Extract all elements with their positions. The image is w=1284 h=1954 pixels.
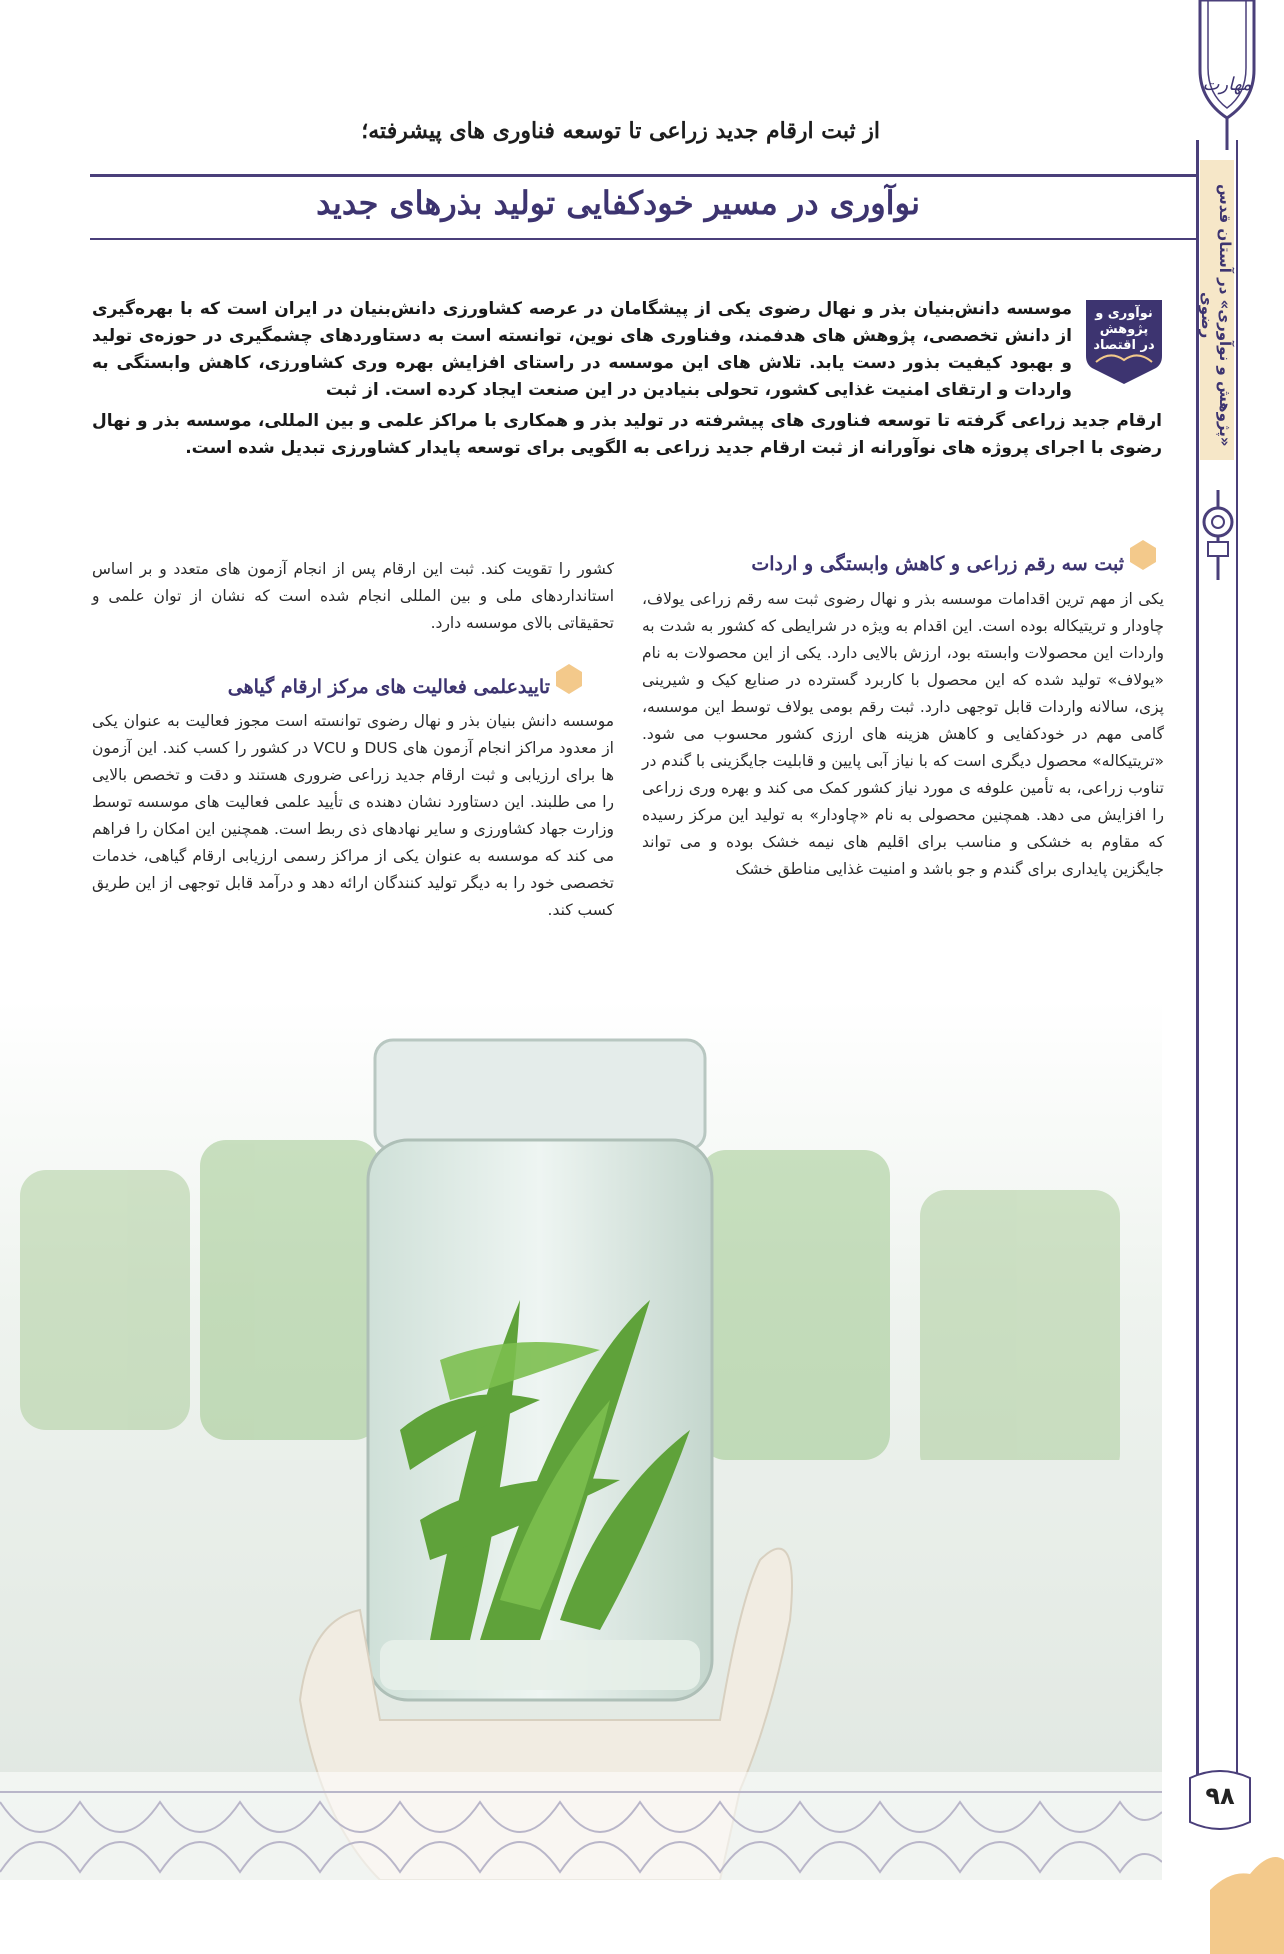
section-bullet-icon: [552, 662, 586, 696]
intro-paragraph-continued: ارقام جدید زراعی گرفته تا توسعه فناوری های پیشرفته در تولید بذر و همکاری با مراکز علمی و بین المللی، موسسه بذر و نهال رضوی با اجرای پروژه های نوآورانه از ثبت ارقام جدید زراعی به الگویی برای توسعه پایدار کشاورزی تبدیل شده است.: [92, 411, 1162, 458]
corner-ornament: [1210, 1850, 1284, 1954]
badge-label: [1082, 306, 1166, 354]
section-heading-registration: ثبت سه رقم زراعی و کاهش وابستگی و اردات: [751, 553, 1124, 575]
badge-line-3: در اقتصاد: [1093, 338, 1155, 353]
side-rule-left: [1196, 140, 1199, 1790]
badge-line-1: نوآوری و: [1095, 306, 1153, 321]
section-body-approval: موسسه دانش بنیان بذر و نهال رضوی توانسته است مجوز فعالیت به عنوان یکی از معدود مراکز انجام آزمون های DUS و VCU در کشور را کسب کند. این آزمون ها برای ارزیابی و ثبت ارقام جدید زراعی ضروری هستند و دقت و تخصص بالایی را می طلبند. این دستاورد نشان دهنده ی تأیید علمی فعالیت های موسسه توسط وزارت جهاد کشاورزی و سایر نهادهای ذی ربط است. همچنین این امکان را فراهم می کند که موسسه به عنوان یکی از مراکز رسمی ارزیابی ارقام گیاهی، خدمات تخصصی خود را به دیگر تولید کنندگان ارائه دهد و درآمد قابل توجهی از این طریق کسب کند.: [92, 712, 614, 919]
section-body-registration: یکی از مهم ترین اقدامات موسسه بذر و نهال رضوی ثبت سه رقم زراعی یولاف، چاودار و تریتیکاله بوده است. این اقدام به ویژه در شرایطی که کشور به شدت به واردات این محصولات وابسته بود، ارزش بالایی دارد. یکی از این محصولات به نام «یولاف» تولید شده که این محصول با کاربرد گسترده در صنایع کیک و شیرینی پزی، سالانه واردات قابل توجهی دارد. ثبت رقم بومی یولاف توسط این موسسه، گامی مهم در خودکفایی و کاهش هزینه های ارزی کشور محسوب می شود. «تریتیکاله» محصول دیگری است که با نیاز آبی پایین و قابلیت جایگزینی با گندم در تناوب زراعی، به تأمین علوفه ی مورد نیاز کشور کمک می کند و بهره وری زراعی را افزایش می دهد. همچنین محصولی به نام «چاودار» به تولید این مرکز رسیده که مقاوم به خشکی و مناسب برای اقلیم های نیمه خشک بوده و می تواند جایگزین پایداری برای گندم و جو باشد و امنیت غذایی مناطق خشک: [642, 590, 1164, 878]
side-rule-right: [1236, 140, 1238, 1790]
side-vertical-title: «پژوهش و نوآوری» در آستان قدس رضوی: [1198, 183, 1234, 447]
title-rule-bottom: [90, 238, 1196, 240]
page-title: نوآوری در مسیر خودکفایی تولید بذرهای جدید: [316, 184, 920, 222]
section-body-continued: کشور را تقویت کند. ثبت این ارقام پس از انجام آزمون های متعدد و بر اساس استانداردهای ملی و بین المللی انجام شده است که نشان از توان علمی و تحقیقاتی بالای موسسه دارد.: [92, 560, 614, 632]
geometric-pattern-border: [0, 1772, 1162, 1882]
plant-jar-photo: [0, 1000, 1162, 1880]
page-number: ۹۸: [1205, 1782, 1235, 1810]
section-heading-approval: تاییدعلمی فعالیت های مرکز ارقام گیاهی: [227, 676, 550, 698]
intro-paragraph: موسسه دانش‌بنیان بذر و نهال رضوی یکی از پیشگامان در عرصه کشاورزی دانش‌بنیان در ایران است که با بهره‌گیری از دانش تخصصی، پژوهش های هدفمند، وفناوری های نوین، توانسته است به دستاوردهای چشمگیری در حوزه‌ی تولید و بهبود کیفیت بذور دست یابد. تلاش های این موسسه در راستای افزایش بهره وری کشاورزی، کاهش وابستگی به واردات و ارتقای امنیت غذایی کشور، تحولی بنیادین در این صنعت ایجاد کرده است. از ثبت: [92, 299, 1072, 400]
section-bullet-icon: [1126, 538, 1160, 572]
title-rule-top: [90, 174, 1196, 177]
badge-line-2: پژوهش: [1099, 322, 1149, 337]
magazine-logo: [1170, 0, 1284, 150]
kicker-heading: از ثبت ارقام جدید زراعی تا توسعه فناوری های پیشرفته؛: [361, 118, 880, 144]
ornament-knot-icon: [1196, 490, 1240, 580]
logo-text: مهارت: [1202, 74, 1252, 95]
